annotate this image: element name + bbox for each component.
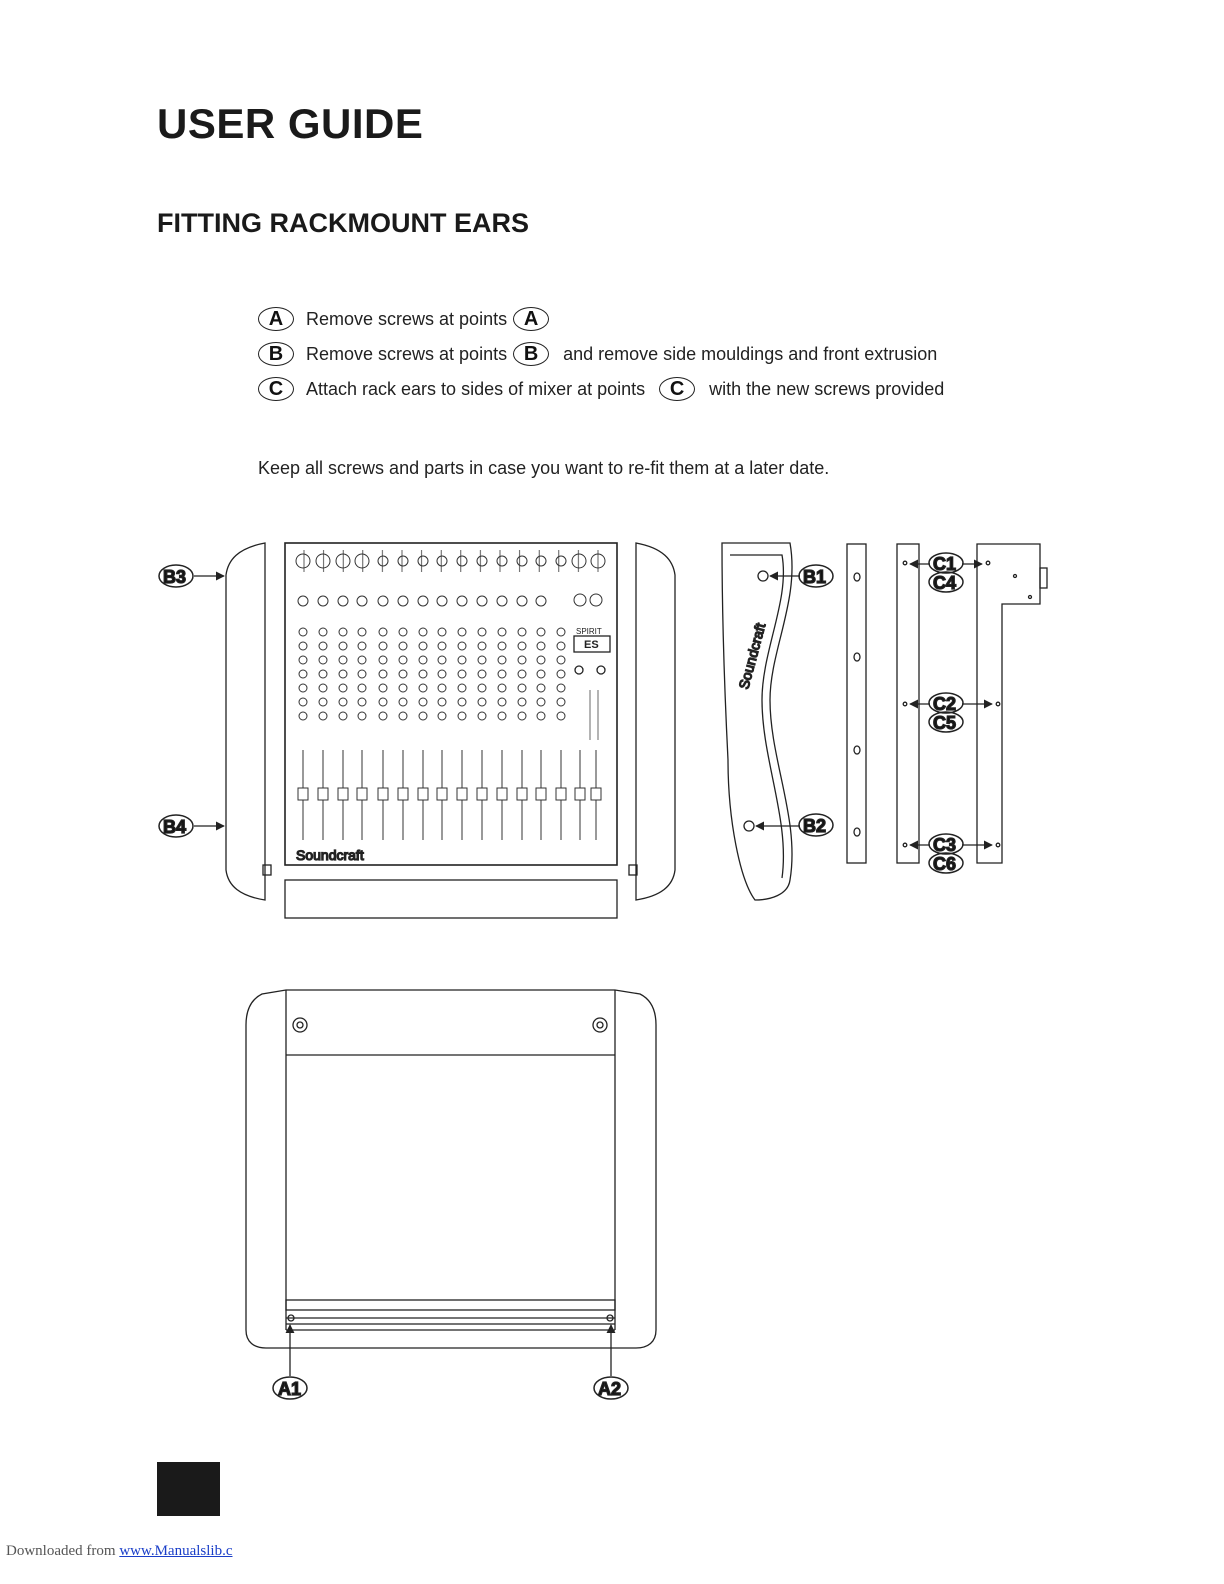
mixer-front-view	[159, 543, 675, 918]
footer	[6, 1543, 233, 1560]
label-c3: C3	[933, 835, 957, 855]
step-c-inline-badge: C	[659, 377, 695, 401]
label-c1: C1	[933, 554, 957, 574]
note-text: Keep all screws and parts in case you want to re-fit them at a later date.	[258, 458, 830, 478]
label-c6: C6	[933, 854, 957, 874]
step-c-badge: C	[258, 377, 294, 401]
left-side-moulding	[226, 543, 265, 900]
label-c2: C2	[933, 694, 957, 714]
footer-link[interactable]: www.Manualslib.c	[119, 1543, 233, 1559]
step-a-badge: A	[258, 307, 294, 331]
step-a-inline-badge: A	[513, 307, 549, 331]
rack-ear-strip	[847, 544, 866, 863]
label-b4: B4	[163, 817, 187, 837]
page-title: USER GUIDE	[157, 100, 424, 147]
label-b2: B2	[803, 816, 827, 836]
label-a2: A2	[598, 1379, 622, 1399]
step-b-text: Remove screws at points	[306, 343, 508, 364]
mixer-panel	[285, 543, 617, 865]
label-c4: C4	[933, 573, 957, 593]
side-moulding-profile	[722, 543, 833, 900]
section-heading: FITTING RACKMOUNT EARS	[157, 208, 529, 238]
step-b-text-after: and remove side mouldings and front extrusion	[563, 343, 938, 364]
label-c5: C5	[933, 713, 957, 733]
page-number-box	[157, 1462, 220, 1516]
right-side-moulding	[636, 543, 675, 900]
model-badge: ES	[584, 639, 599, 651]
label-b1: B1	[803, 567, 827, 587]
step-c-text: Attach rack ears to sides of mixer at points	[306, 378, 646, 399]
front-extrusion	[285, 880, 617, 918]
footer-prefix: Downloaded from	[6, 1543, 116, 1559]
step-c-text-after: with the new screws provided	[709, 378, 945, 399]
step-b-badge: B	[258, 342, 294, 366]
rack-ear-plate	[897, 544, 1047, 874]
mixer-underside-view	[246, 990, 656, 1399]
mixer-brand-logo: Soundcraft	[296, 847, 364, 863]
step-a-text: Remove screws at points	[306, 308, 508, 329]
step-b-inline-badge: B	[513, 342, 549, 366]
label-b3: B3	[163, 567, 187, 587]
model-name: SPIRIT	[576, 627, 602, 636]
label-a1: A1	[278, 1379, 302, 1399]
moulding-brand-logo: Soundcraft	[735, 621, 769, 691]
